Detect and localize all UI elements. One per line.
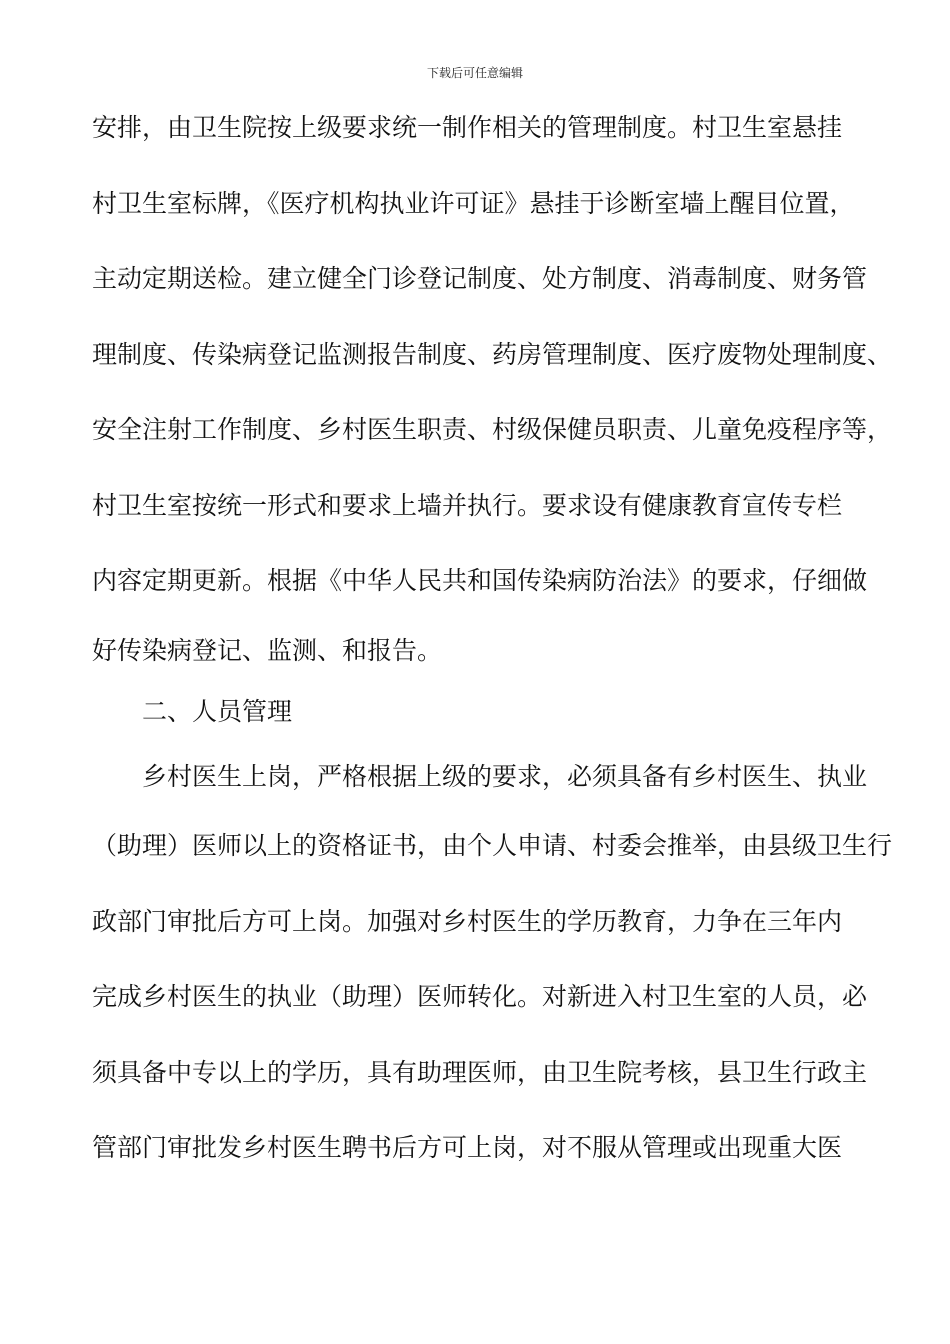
paragraph-first-line: 乡村医生上岗，严格根据上级的要求，必须具备有乡村医生、执业 — [142, 762, 868, 791]
page-header: 下载后可任意编辑 — [426, 66, 523, 80]
body-line: 安全注射工作制度、乡村医生职责、村级保健员职责、儿童免疫程序等， — [92, 415, 893, 444]
body-line: 好传染病登记、监测、和报告。 — [92, 636, 443, 665]
body-line: 理制度、传染病登记监测报告制度、药房管理制度、医疗废物处理制度、 — [92, 340, 893, 369]
body-line: 内容定期更新。根据《中华人民共和国传染病防治法》的要求，仔细做 — [92, 566, 868, 595]
body-line: 村卫生室按统一形式和要求上墙并执行。要求设有健康教育宣传专栏 — [92, 491, 843, 520]
body-line: 管部门审批发乡村医生聘书后方可上岗，对不服从管理或出现重大医 — [92, 1133, 843, 1162]
body-line: 主动定期送检。建立健全门诊登记制度、处方制度、消毒制度、财务管 — [92, 264, 868, 293]
body-line: 政部门审批后方可上岗。加强对乡村医生的学历教育，力争在三年内 — [92, 907, 843, 936]
body-line: 完成乡村医生的执业（助理）医师转化。对新进入村卫生室的人员，必 — [92, 982, 868, 1011]
body-line: 村卫生室标牌，《医疗机构执业许可证》悬挂于诊断室墙上醒目位置， — [92, 189, 855, 218]
body-line: （助理）医师以上的资格证书，由个人申请、村委会推举，由县级卫生行 — [92, 831, 893, 860]
body-line: 须具备中专以上的学历，具有助理医师，由卫生院考核，县卫生行政主 — [92, 1058, 868, 1087]
section-heading: 二、人员管理 — [142, 697, 293, 726]
body-line: 安排，由卫生院按上级要求统一制作相关的管理制度。村卫生室悬挂 — [92, 113, 843, 142]
